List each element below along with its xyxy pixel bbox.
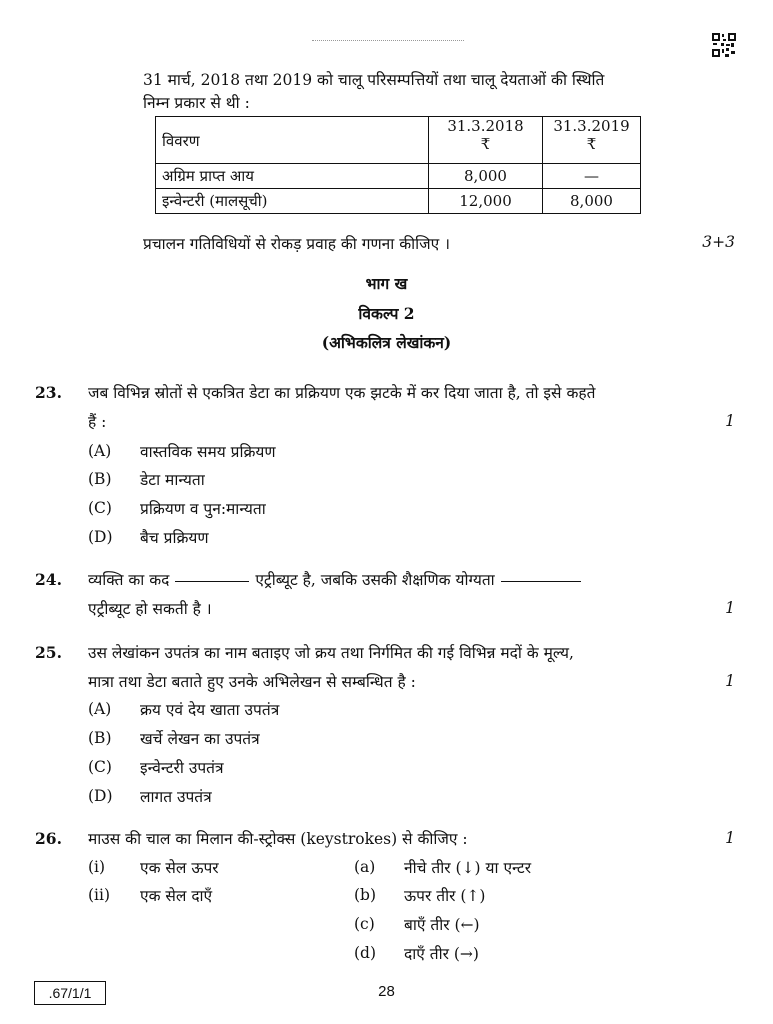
row-value-2018: 12,000 xyxy=(429,189,543,214)
header-dotted-line xyxy=(312,40,464,41)
q23-option-text: बैच प्रक्रियण xyxy=(140,529,209,547)
row-label: इन्वेन्टरी (मालसूची) xyxy=(156,189,429,214)
q25-marks: 1 xyxy=(725,672,735,690)
q24-blank-2 xyxy=(501,581,581,582)
instruction-marks: 3+3 xyxy=(702,233,735,251)
row-label: अग्रिम प्राप्त आय xyxy=(156,164,429,189)
q25-option-text: क्रय एवं देय खाता उपतंत्र xyxy=(140,701,280,719)
q25-option-label: (B) xyxy=(88,729,112,747)
q23-line-1: जब विभिन्न स्रोतों से एकत्रित डेटा का प्रक्रियण एक झटके में कर दिया जाता है, तो इसे कहते xyxy=(88,384,596,402)
section-part: भाग ख xyxy=(365,274,408,293)
q25-option-label: (D) xyxy=(88,787,113,805)
q26-left-label: (ii) xyxy=(88,886,111,904)
q25-line-1: उस लेखांकन उपतंत्र का नाम बताइए जो क्रय तथा निर्गमित की गई विभिन्न मदों के मूल्य, xyxy=(88,644,574,662)
q23-option-text: प्रक्रियण व पुन:मान्यता xyxy=(140,500,266,518)
header-particulars: विवरण xyxy=(156,117,429,164)
q23-line-2: हैं : xyxy=(88,413,107,431)
q23-option-label: (C) xyxy=(88,499,112,517)
q26-right-text: नीचे तीर (↓) या एन्टर xyxy=(404,859,532,877)
balance-table xyxy=(155,116,641,214)
q25-option-text: लागत उपतंत्र xyxy=(140,788,212,806)
q25-line-2: मात्रा तथा डेटा बताते हुए उनके अभिलेखन से सम्बन्धित है : xyxy=(88,673,416,691)
q26-right-text: ऊपर तीर (↑) xyxy=(404,887,486,905)
q23-option-label: (B) xyxy=(88,470,112,488)
q26-marks: 1 xyxy=(725,829,735,847)
q24-part-2: एट्रीब्यूट है, जबकि उसकी शैक्षणिक योग्यता xyxy=(255,571,495,589)
q23-option-label: (A) xyxy=(88,442,112,460)
q26-right-label: (d) xyxy=(354,944,377,962)
q26-right-text: बाएँ तीर (←) xyxy=(404,916,480,934)
q24-blank-1 xyxy=(175,581,249,582)
q26-right-label: (b) xyxy=(354,886,377,904)
q23-option-text: डेटा मान्यता xyxy=(140,471,205,489)
intro-line-2: निम्न प्रकार से थी : xyxy=(143,94,250,112)
q26-right-label: (a) xyxy=(354,858,376,876)
row-value-2019: 8,000 xyxy=(543,189,641,214)
header-2019: 31.3.2019 ₹ xyxy=(543,117,641,164)
q25-number: 25. xyxy=(35,643,62,662)
q25-option-label: (C) xyxy=(88,758,112,776)
row-value-2019: — xyxy=(543,164,641,189)
q24-line-2: एट्रीब्यूट हो सकती है । xyxy=(88,600,212,618)
q23-option-label: (D) xyxy=(88,528,113,546)
q26-right-text: दाएँ तीर (→) xyxy=(404,945,479,963)
qr-code-icon xyxy=(711,32,737,58)
q25-option-text: खर्चे लेखन का उपतंत्र xyxy=(140,730,260,748)
q23-option-text: वास्तविक समय प्रक्रियण xyxy=(140,443,276,461)
q26-left-label: (i) xyxy=(88,858,106,876)
q24-number: 24. xyxy=(35,570,62,589)
q26-left-text: एक सेल दाएँ xyxy=(140,887,213,905)
section-option: विकल्प 2 xyxy=(358,304,415,323)
intro-line-1: 31 मार्च, 2018 तथा 2019 को चालू परिसम्पत्तियों तथा चालू देयताओं की स्थिति xyxy=(143,71,605,89)
header-2018: 31.3.2018 ₹ xyxy=(429,117,543,164)
q24-line-1 xyxy=(88,568,587,592)
q25-option-text: इन्वेन्टरी उपतंत्र xyxy=(140,759,224,777)
q24-part-1: व्यक्ति का कद xyxy=(88,571,170,589)
q24-marks: 1 xyxy=(725,599,735,617)
table-row xyxy=(156,189,641,214)
q25-option-label: (A) xyxy=(88,700,112,718)
q26-right-label: (c) xyxy=(354,915,375,933)
page-number: 28 xyxy=(378,983,395,1000)
q23-marks: 1 xyxy=(725,412,735,430)
paper-code: .67/1/1 xyxy=(34,981,106,1005)
instruction-text: प्रचालन गतिविधियों से रोकड़ प्रवाह की गणना कीजिए । xyxy=(143,235,451,253)
q26-line-1: माउस की चाल का मिलान की-स्ट्रोक्स (keystrokes) से कीजिए : xyxy=(88,830,468,848)
section-subject: (अभिकलित्र लेखांकन) xyxy=(321,333,452,352)
q23-number: 23. xyxy=(35,383,62,402)
q26-left-text: एक सेल ऊपर xyxy=(140,859,219,877)
q26-number: 26. xyxy=(35,829,62,848)
table-header-row xyxy=(156,117,641,164)
row-value-2018: 8,000 xyxy=(429,164,543,189)
table-row xyxy=(156,164,641,189)
